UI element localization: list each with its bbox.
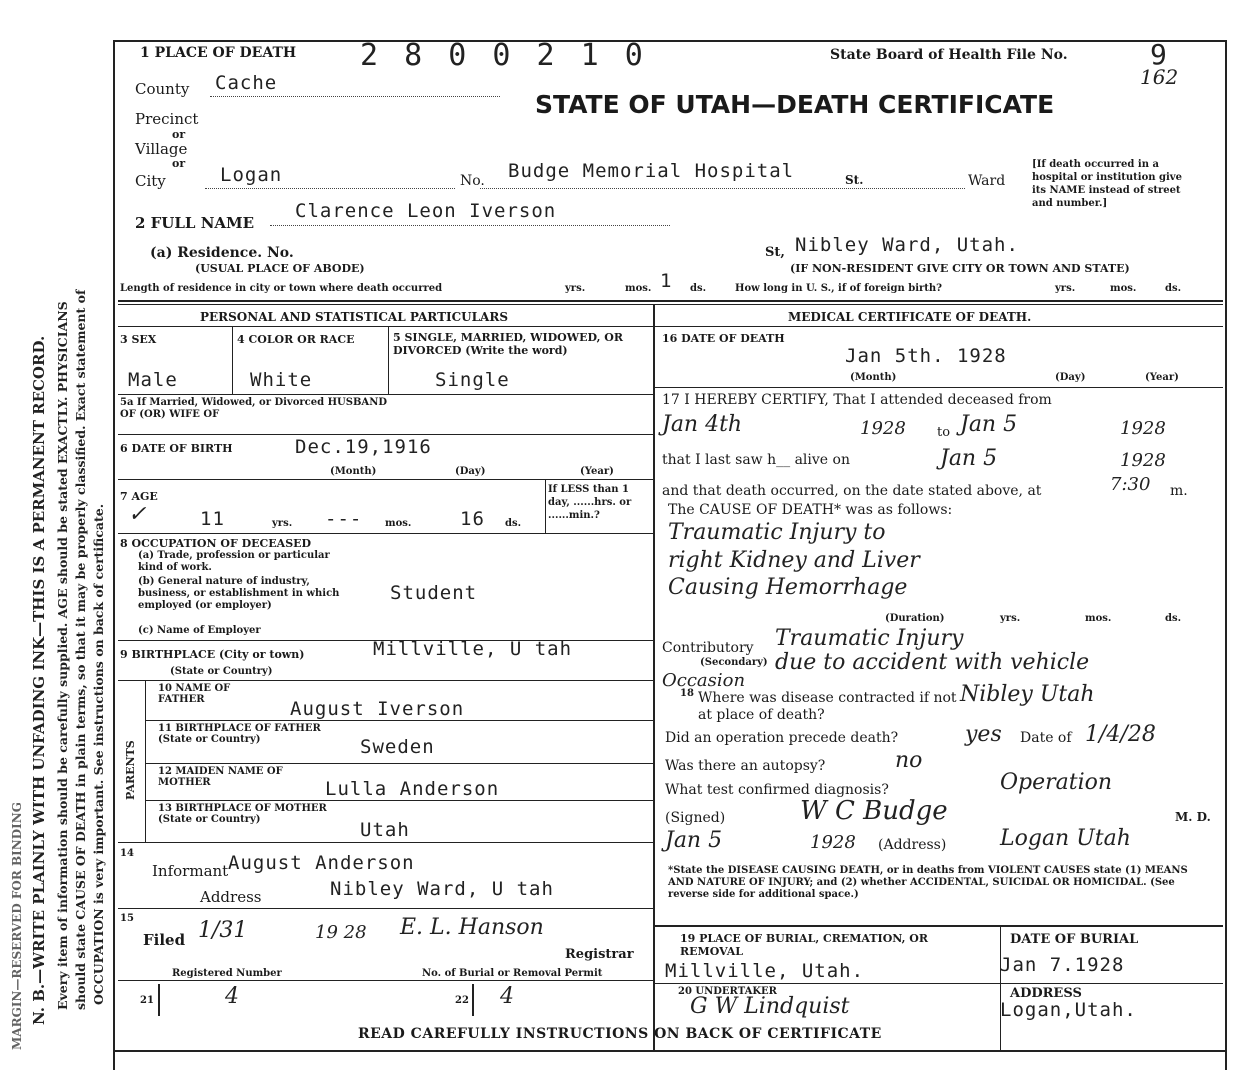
- burial-date-label: DATE OF BURIAL: [1010, 932, 1139, 947]
- side-instruction-4: OCCUPATION is very important. See instructions on back of certificate.: [91, 503, 106, 1005]
- mos-label: mos.: [625, 283, 652, 294]
- cause-line-1: Traumatic Injury to: [668, 520, 886, 545]
- operation-value: yes: [965, 722, 1002, 747]
- attended-year-2: 1928: [1120, 418, 1166, 439]
- death-time-value: 7:30: [1110, 474, 1151, 495]
- physician-address-value: Logan Utah: [1000, 826, 1131, 851]
- attended-to: Jan 5: [960, 412, 1018, 437]
- father-name-label: 10 NAME OF FATHER: [158, 683, 231, 705]
- file-number-label: State Board of Health File No.: [830, 47, 1068, 63]
- item-18-number: 18: [680, 688, 694, 699]
- county-label: County: [135, 80, 190, 98]
- registrar-label: Registrar: [565, 947, 634, 962]
- attended-year-1: 1928: [860, 418, 906, 439]
- duration-mos: mos.: [1085, 613, 1112, 624]
- birthplace-label: 9 BIRTHPLACE (City or town): [120, 648, 305, 661]
- undertaker-value: G W Lindquist: [690, 994, 850, 1019]
- burial-permit-index: 22: [455, 995, 469, 1006]
- occupation-a-label: (a) Trade, profession or particular kind of work.: [138, 550, 330, 573]
- file-number-handwritten: 162: [1140, 65, 1179, 89]
- side-instruction-1: N. B.—WRITE PLAINLY WITH UNFADING INK—THIS IS A PERMANENT RECORD.: [30, 335, 48, 1025]
- or-label: or: [172, 157, 186, 170]
- autopsy-label: Was there an autopsy?: [665, 758, 826, 774]
- mother-birthplace-value: Utah: [360, 819, 410, 841]
- registered-number-index: 21: [140, 995, 154, 1006]
- death-time-label: and that death occurred, on the date stated above, at: [662, 483, 1042, 499]
- cause-line-2: right Kidney and Liver: [668, 548, 920, 573]
- day-label: (Day): [1055, 372, 1086, 383]
- age-mos-label: mos.: [385, 518, 412, 529]
- ward-label: Ward: [968, 173, 1006, 189]
- informant-label: Informant: [152, 862, 229, 880]
- burial-place-label: 19 PLACE OF BURIAL, CREMATION, OR REMOVAL: [680, 932, 929, 958]
- age-months-value: ---: [325, 508, 363, 530]
- certify-label: 17 I HEREBY CERTIFY, That I attended deceased from: [662, 392, 1052, 408]
- filed-label: Filed: [143, 931, 186, 949]
- dob-label: 6 DATE OF BIRTH: [120, 442, 233, 455]
- residence-st-label: St,: [765, 245, 785, 260]
- certificate-number: 2 8 0 0 2 1 0: [360, 38, 647, 73]
- full-name-label: 2 FULL NAME: [135, 214, 255, 232]
- last-saw-value: Jan 5: [940, 446, 998, 471]
- burial-date-value: Jan 7.1928: [1000, 954, 1125, 976]
- parents-label: PARENTS: [124, 740, 137, 800]
- undertaker-address-label: ADDRESS: [1010, 986, 1082, 1001]
- time-in-us-label: How long in U. S., if of foreign birth?: [735, 283, 943, 294]
- registered-number-value: 4: [225, 984, 239, 1009]
- secondary-label: (Secondary): [700, 657, 768, 668]
- duration-ds: ds.: [1165, 613, 1182, 624]
- father-birthplace-value: Sweden: [360, 736, 435, 758]
- contracted-value: Nibley Utah: [960, 682, 1095, 707]
- occupation-value: Student: [390, 582, 478, 604]
- undertaker-address-value: Logan,Utah.: [1000, 999, 1137, 1021]
- burial-place-value: Millville, Utah.: [665, 960, 865, 982]
- color-value: White: [250, 369, 313, 391]
- cause-line-3: Causing Hemorrhage: [668, 575, 908, 600]
- burial-permit-label: No. of Burial or Removal Permit: [422, 968, 603, 979]
- filed-date: 1/31: [198, 918, 248, 943]
- burial-permit-value: 4: [500, 984, 514, 1009]
- informant-address-label: Address: [200, 888, 262, 906]
- father-value: August Iverson: [290, 698, 465, 720]
- occupation-b-label: (b) General nature of industry, business, or establishment in which employed (or employer): [138, 576, 340, 611]
- city-label: City: [135, 172, 166, 190]
- full-name-value: Clarence Leon Iverson: [295, 200, 557, 222]
- month-label: (Month): [850, 372, 897, 383]
- physician-address-label: (Address): [878, 837, 947, 853]
- age-check: ✓: [128, 502, 147, 527]
- registrar-signature: E. L. Hanson: [400, 915, 544, 940]
- age-ds-label: ds.: [505, 518, 522, 529]
- mother-birthplace-label: 13 BIRTHPLACE OF MOTHER (State or Country): [158, 803, 327, 825]
- informant-value: August Anderson: [228, 852, 415, 874]
- color-label: 4 COLOR OR RACE: [237, 333, 355, 346]
- dob-month-label: (Month): [330, 466, 377, 477]
- contributory-label: Contributory: [662, 640, 754, 656]
- medical-header: MEDICAL CERTIFICATE OF DEATH.: [788, 310, 1032, 324]
- md-label: M. D.: [1175, 810, 1211, 824]
- county-value: Cache: [215, 72, 278, 94]
- personal-header: PERSONAL AND STATISTICAL PARTICULARS: [200, 310, 509, 324]
- signed-label: (Signed): [665, 810, 726, 826]
- operation-date-value: 1/4/28: [1085, 722, 1156, 747]
- mother-name-label: 12 MAIDEN NAME OF MOTHER: [158, 766, 283, 788]
- informant-number: 14: [120, 848, 134, 859]
- length-residence-label: Length of residence in city or town where death occurred: [120, 283, 443, 294]
- to-label: to: [937, 425, 951, 440]
- residence-value: Nibley Ward, Utah.: [795, 234, 1019, 256]
- age-yrs-label: yrs.: [272, 518, 293, 529]
- birthplace-value: Millville, U tah: [373, 638, 573, 660]
- marital-value: Single: [435, 369, 510, 391]
- document-title: STATE OF UTAH—DEATH CERTIFICATE: [535, 90, 1055, 119]
- operation-label: Did an operation precede death?: [665, 730, 899, 746]
- file-number: 9: [1150, 38, 1168, 71]
- diagnosis-value: Operation: [1000, 770, 1113, 795]
- signed-date: Jan 5: [665, 828, 723, 853]
- occupation-label: 8 OCCUPATION OF DECEASED: [120, 537, 312, 550]
- employer-label: (c) Name of Employer: [138, 625, 261, 636]
- hospital-value: Budge Memorial Hospital: [508, 160, 795, 182]
- father-birthplace-label: 11 BIRTHPLACE OF FATHER (State or Country): [158, 723, 321, 745]
- last-saw-label: that I last saw h__ alive on: [662, 452, 850, 468]
- nonresident-note: (IF NON-RESIDENT GIVE CITY OR TOWN AND STATE): [790, 262, 1130, 275]
- undertaker-label: 20 UNDERTAKER: [678, 986, 777, 997]
- cause-footnote: *State the DISEASE CAUSING DEATH, or in deaths from VIOLENT CAUSES state (1) MEANS AND NATURE OF INJURY; and (2) whether ACCIDENTAL, SUICIDAL OR HOMICIDAL. (See reverse side for additional space.): [668, 865, 1188, 900]
- village-label: Village: [135, 140, 188, 158]
- marital-label: 5 SINGLE, MARRIED, WIDOWED, OR DIVORCED (Write the word): [393, 331, 624, 357]
- precinct-label: Precinct: [135, 110, 199, 128]
- dob-day-label: (Day): [455, 466, 486, 477]
- side-instruction-3: should state CAUSE OF DEATH in plain terms, so that it may be properly classified. Exact statement of: [73, 289, 88, 1010]
- less-than-day-label: If LESS than 1 day, ......hrs. or ......min.?: [548, 484, 632, 521]
- street-no-label: No.: [460, 173, 485, 189]
- sex-label: 3 SEX: [120, 333, 157, 346]
- contributory-line-2: due to accident with vehicle: [775, 650, 1090, 675]
- residence-label: (a) Residence. No.: [150, 245, 294, 261]
- m-label: m.: [1170, 483, 1188, 499]
- operation-date-label: Date of: [1020, 730, 1072, 746]
- age-label: 7 AGE: [120, 490, 158, 503]
- attended-from: Jan 4th: [662, 412, 743, 437]
- side-instruction-2: Every item of information should be carefully supplied. AGE should be stated EXACTLY. PHYSICIANS: [55, 301, 70, 1010]
- contracted-label: Where was disease contracted if not at place of death?: [698, 690, 957, 723]
- dod-value: Jan 5th. 1928: [845, 345, 1007, 367]
- dob-year-label: (Year): [580, 466, 614, 477]
- yrs-label: yrs.: [565, 283, 586, 294]
- hospital-note: [If death occurred in a hospital or institution give its NAME instead of street and number.]: [1032, 159, 1182, 209]
- ds-label: ds.: [1165, 283, 1182, 294]
- side-margin-text: MARGIN—RESERVED FOR BINDING: [10, 802, 24, 1050]
- age-years-value: 11: [200, 508, 225, 530]
- mos-label: mos.: [1110, 283, 1137, 294]
- filed-year: 19 28: [315, 922, 367, 943]
- diagnosis-label: What test confirmed diagnosis?: [665, 782, 889, 798]
- cause-label: The CAUSE OF DEATH* was as follows:: [668, 502, 953, 518]
- ds-label: ds.: [690, 283, 707, 294]
- or-label: or: [172, 128, 186, 141]
- informant-address-value: Nibley Ward, U tah: [330, 878, 554, 900]
- residence-sub-label: (USUAL PLACE OF ABODE): [195, 262, 365, 275]
- filed-number: 15: [120, 913, 134, 924]
- dod-label: 16 DATE OF DEATH: [662, 332, 785, 345]
- last-saw-year: 1928: [1120, 450, 1166, 471]
- birthplace-sub-label: (State or Country): [170, 666, 273, 677]
- footer-instructions: READ CAREFULLY INSTRUCTIONS ON BACK OF CERTIFICATE: [358, 1026, 882, 1042]
- year-label: (Year): [1145, 372, 1179, 383]
- city-value: Logan: [220, 164, 283, 186]
- street-label: St.: [845, 173, 864, 187]
- sex-value: Male: [128, 369, 178, 391]
- duration-yrs: yrs.: [1000, 613, 1021, 624]
- signed-year: 1928: [810, 832, 856, 853]
- place-of-death-label: 1 PLACE OF DEATH: [140, 45, 297, 61]
- contributory-line-1: Traumatic Injury: [775, 626, 964, 651]
- physician-signature: W C Budge: [800, 796, 948, 826]
- duration-label: (Duration): [885, 613, 945, 624]
- mother-value: Lulla Anderson: [325, 778, 500, 800]
- yrs-label: yrs.: [1055, 283, 1076, 294]
- age-days-value: 16: [460, 508, 485, 530]
- autopsy-value: no: [895, 748, 923, 773]
- length-residence-value: 1: [660, 270, 673, 292]
- husband-wife-label: 5a If Married, Widowed, or Divorced HUSBAND OF (OR) WIFE OF: [120, 397, 388, 420]
- contributory-line-3: Occasion: [662, 670, 746, 691]
- registered-number-label: Registered Number: [172, 968, 282, 979]
- dob-value: Dec.19,1916: [295, 436, 432, 458]
